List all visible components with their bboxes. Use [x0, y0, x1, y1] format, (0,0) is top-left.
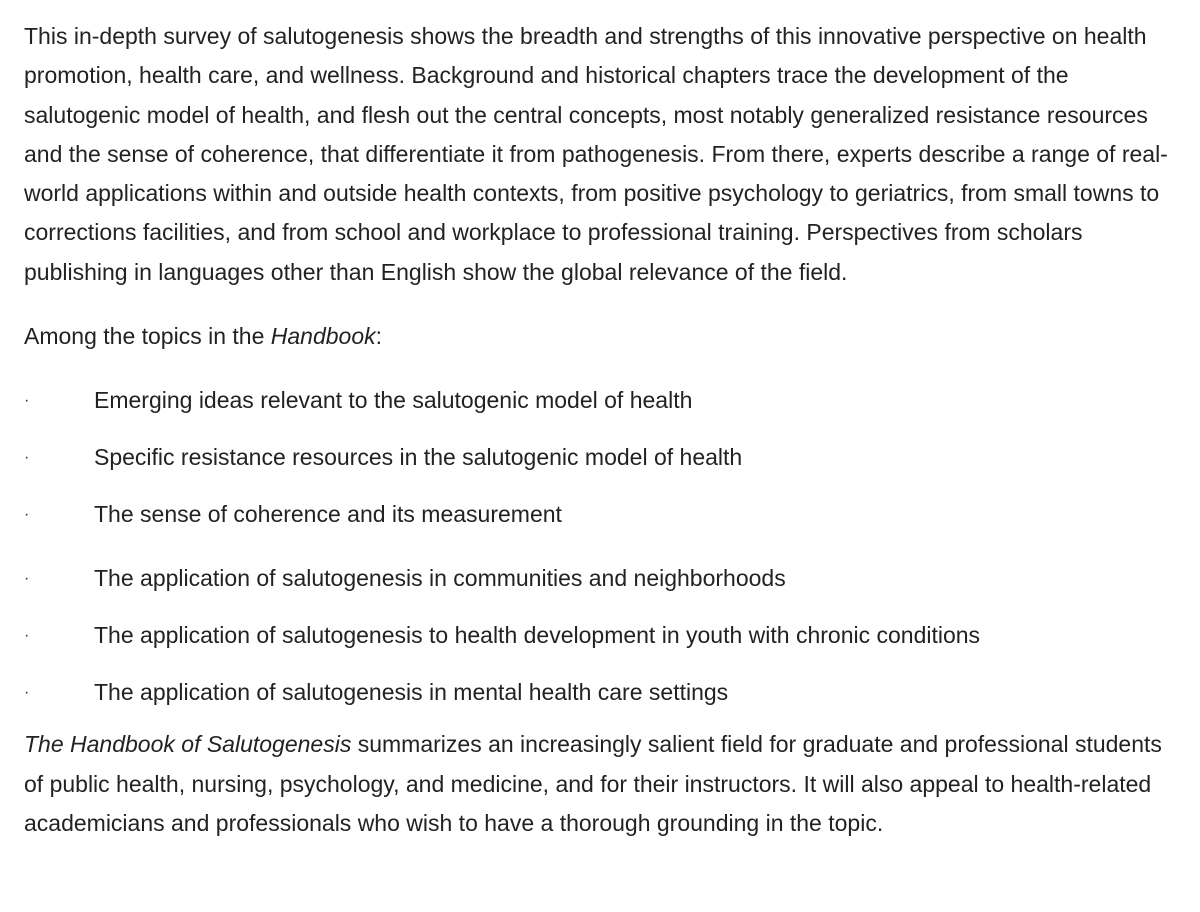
topic-item: [24, 616, 1184, 673]
topic-item: [24, 438, 1184, 495]
topic-item: [24, 381, 1184, 438]
closing-book-title: The Handbook of Salutogenesis: [24, 731, 352, 758]
bullet-dot-icon: ·: [24, 449, 30, 467]
bullet-dot-icon: ·: [24, 684, 30, 702]
topic-text: The application of salutogenesis in communities and neighborhoods: [94, 565, 786, 592]
topic-list: [24, 381, 1184, 730]
topic-item: [24, 495, 1184, 552]
intro-paragraph: This in-depth survey of salutogenesis shows the breadth and strengths of this innovative perspective on health promotion, health care, and wellness. Background and historical chapters trace the development of the salutogenic model of health, and flesh out the central concepts, most notably generalized resistance resources and the sense of coherence, that differentiate it from pathogenesis. From there, experts describe a range of real-world applications within and outside health contexts, from positive psychology to geriatrics, from small towns to corrections facilities, and from school and workplace to professional training. Perspectives from scholars publishing in languages other than English show the global relevance of the field.: [24, 23, 1168, 285]
bullet-dot-icon: ·: [24, 627, 30, 645]
topic-text: The application of salutogenesis in mental health care settings: [94, 679, 729, 706]
topic-text: Specific resistance resources in the salutogenic model of health: [94, 444, 743, 471]
topics-lead-prefix: Among the topics in the: [24, 323, 271, 350]
topics-lead-suffix: :: [375, 323, 383, 350]
bullet-dot-icon: ·: [24, 506, 30, 524]
topic-item: [24, 559, 1184, 616]
bullet-dot-icon: ·: [24, 392, 30, 410]
topic-text: The sense of coherence and its measurement: [94, 501, 562, 528]
topics-lead-book-name: Handbook: [270, 323, 376, 350]
book-description: [24, 17, 1184, 843]
bullet-dot-icon: ·: [24, 570, 30, 588]
closing-text: summarizes an increasingly salient field for graduate and professional students of public health, nursing, psychology, and medicine, and for their instructors. It will also appeal to health-related academicians and professionals who wish to have a thorough grounding in the topic.: [24, 731, 1162, 836]
topic-item: [24, 673, 1184, 730]
topic-text: Emerging ideas relevant to the salutogenic model of health: [94, 387, 693, 414]
topic-text: The application of salutogenesis to health development in youth with chronic conditions: [94, 622, 981, 649]
topics-lead: [24, 317, 1184, 356]
closing-paragraph: [24, 725, 1184, 843]
